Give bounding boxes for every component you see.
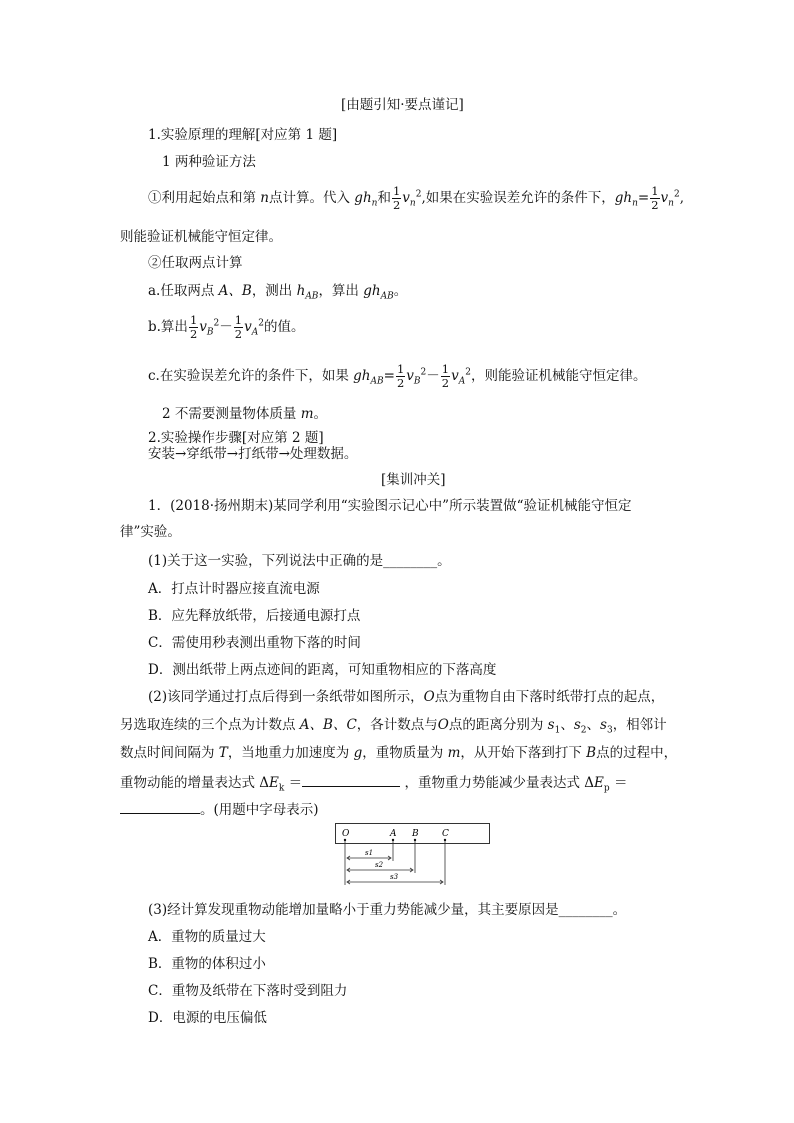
point-C <box>444 839 446 841</box>
q1-part2-line3: 数点时间间隔为 T，当地重力加速度为 g，重物质量为 m，从开始下落到打下 B点的过程中， <box>120 745 678 761</box>
point-label-A: A <box>390 829 397 839</box>
section-title: [由题引知·要点谨记] <box>341 97 464 113</box>
fraction-half: $\frac{1}{2}$ <box>651 184 659 212</box>
item-2-heading: 2.实验操作步骤[对应第 2 题] <box>148 430 324 446</box>
item-1-sub1: 1 两种验证方法 <box>162 154 256 170</box>
answer-blank-ek[interactable] <box>302 772 400 787</box>
point-label-B: B <box>412 829 419 839</box>
point-O <box>344 839 346 841</box>
q1-part3-option-d: D．电源的电压偏低 <box>148 1010 267 1026</box>
label-s3: s3 <box>390 873 399 881</box>
q1-part2-line1: (2)该同学通过打点后得到一条纸带如图所示，O点为重物自由下落时纸带打点的起点， <box>148 689 665 705</box>
fraction-half: $\frac{1}{2}$ <box>392 184 401 212</box>
q1-part3-option-a: A．重物的质量过大 <box>148 929 266 945</box>
paper-tape-figure <box>335 823 491 889</box>
answer-blank-ep[interactable] <box>120 799 200 814</box>
label-s1: s1 <box>365 849 374 857</box>
point-label-O: O <box>342 829 350 839</box>
point-label-C: C <box>442 829 449 839</box>
item-2-steps: 安装→穿纸带→打纸带→处理数据。 <box>148 446 358 462</box>
item-1-sub2: 2 不需要测量物体质量 m。 <box>162 406 327 422</box>
q1-part2-line4: 重物动能的增量表达式 $\Delta E_k$ ＝ ，重物重力势能减少量表达式 $\Delta E_p$ ＝ <box>120 772 627 792</box>
method-2c: c.在实验误差允许的条件下，如果 $gh_{AB}=$ $\frac{1}{2}$ $v_B^2-$ $\frac{1}{2}$ $v_A^2$，则能验证机械能守恒定律。 <box>148 362 647 390</box>
method-1-line: ①利用起始点和第 n点计算。代入 $gh_n$和 $\frac{1}{2}$ $v_n^2$,如果在实验误差允许的条件下，$gh_n=$ $\frac{1}{2}$ $v_n^2$, <box>148 184 684 212</box>
method-1-cont: 则能验证机械能守恒定律。 <box>120 229 282 245</box>
q1-part3-option-b: B．重物的体积过小 <box>148 956 266 972</box>
q1-part1-option-b: B．应先释放纸带，后接通电源打点 <box>148 608 361 624</box>
point-B <box>414 839 416 841</box>
method-2b: b.算出 $\frac{1}{2}$ $v_B^2-$ $\frac{1}{2}$ $v_A^2$的值。 <box>148 313 305 341</box>
label-s2: s2 <box>375 861 384 869</box>
q1-part1-option-d: D．测出纸带上两点迹间的距离，可知重物相应的下落高度 <box>148 662 497 678</box>
q1-stem-line1: 1．(2018·扬州期末)某同学利用“实验图示记心中”所示装置做“验证机械能守恒定 <box>148 498 632 514</box>
q1-part1-option-a: A．打点计时器应接直流电源 <box>148 581 320 597</box>
q1-part2-line2: 另选取连续的三个点为计数点 A、B、C，各计数点与O点的距离分别为 $s_1$、$s_2$、$s_3$，相邻计 <box>120 717 667 736</box>
point-A <box>392 839 394 841</box>
item-1-heading: 1.实验原理的理解[对应第 1 题] <box>148 127 338 143</box>
q1-part1: (1)关于这一实验，下列说法中正确的是________。 <box>148 553 451 569</box>
q1-part3: (3)经计算发现重物动能增加量略小于重力势能减少量，其主要原因是________。 <box>148 902 627 918</box>
q1-stem-line2: 律”实验。 <box>120 524 181 540</box>
q1-part3-option-c: C．重物及纸带在下落时受到阻力 <box>148 983 348 999</box>
method-2-heading: ②任取两点计算 <box>148 255 243 271</box>
q1-part2-line5: 。(用题中字母表示) <box>120 799 319 819</box>
method-2a: a.任取两点 A、B，测出 $h_{AB}$，算出 $gh_{AB}$。 <box>148 283 408 302</box>
q1-part1-option-c: C．需使用秒表测出重物下落的时间 <box>148 635 361 651</box>
practice-title: [集训冲关] <box>381 472 446 488</box>
